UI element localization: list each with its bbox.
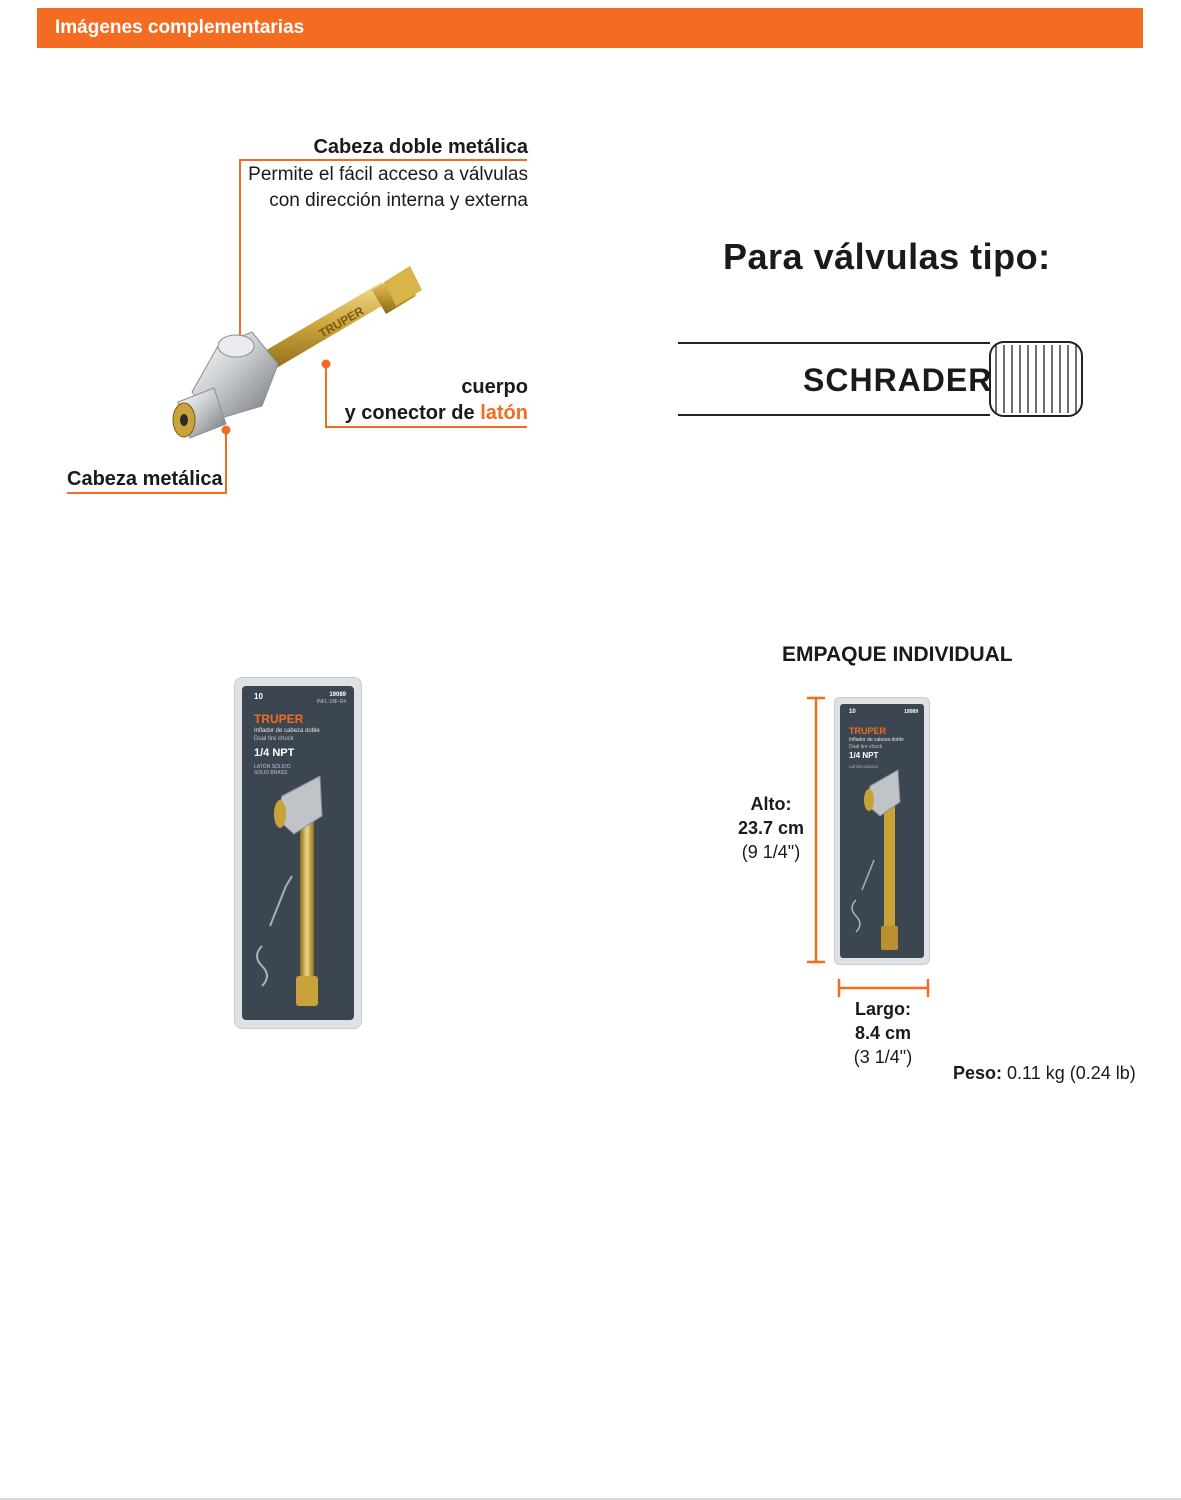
body-callout-prefix: y conector de (344, 402, 481, 424)
package-card (242, 686, 354, 1020)
body-callout-highlight: latón (480, 402, 528, 424)
weight-label: Peso: (953, 1063, 1003, 1083)
package-material: LATÓN SÓLIDO (254, 764, 291, 770)
section-title: Imágenes complementarias (55, 17, 305, 38)
package-name-en: Dual tire chuck (254, 736, 294, 742)
chrome-head (173, 332, 278, 438)
body-callout-line2 (300, 402, 528, 425)
width-cm: 8.4 cm (854, 1023, 912, 1043)
dual-head-line1: Permite el fácil acceso a válvulas (248, 164, 528, 185)
width-dimension (843, 997, 923, 1069)
package-code: 19089 (329, 692, 346, 698)
valve-heading: Para válvulas tipo: (723, 236, 1051, 277)
package-brand: TRUPER (254, 712, 304, 726)
package-name-es-small: Inflador de cabeza doble (849, 737, 904, 743)
section-header (37, 8, 1143, 48)
tube-brand-text: TRUPER (316, 303, 367, 341)
package-model: INFL-18F-D4 (316, 699, 346, 705)
weight-value: 0.11 kg (0.24 lb) (1007, 1063, 1136, 1083)
package-brand-small: TRUPER (849, 726, 887, 736)
package-tool-graphic (242, 686, 354, 1020)
package-pieces: 10 (254, 692, 263, 701)
package-pieces-small: 10 (849, 709, 856, 715)
package-code-small: 19089 (904, 709, 918, 715)
product-callout-diagram (0, 60, 1181, 520)
dual-head-title: Cabeza doble metálica (313, 136, 528, 158)
package-material-en: SOLID BRASS (254, 770, 288, 776)
package-size-small: 1/4 NPT (849, 751, 879, 760)
single-head-title: Cabeza metálica (67, 468, 223, 490)
width-inches: (3 1/4") (853, 1047, 913, 1067)
dimension-lines (800, 690, 940, 1000)
weight-info (953, 1063, 1136, 1084)
package-material-small: LATÓN SÓLIDO (849, 764, 879, 769)
height-dimension (736, 792, 806, 864)
valve-type-label: SCHRADER (803, 362, 993, 398)
package-name-en-small: Dual tire chuck (849, 744, 883, 750)
width-label: Largo: (855, 999, 911, 1019)
height-label: Alto: (750, 794, 792, 814)
package-name-es: Inflador de cabeza doble (254, 728, 320, 734)
dual-head-description (230, 162, 528, 214)
package-image-large (234, 677, 362, 1029)
height-inches: (9 1/4") (741, 842, 801, 862)
body-callout-line1: cuerpo (461, 376, 528, 398)
height-cm: 23.7 cm (737, 818, 805, 838)
package-heading: EMPAQUE INDIVIDUAL (782, 643, 1013, 666)
dual-head-line2: con dirección interna y externa (269, 190, 528, 211)
package-size: 1/4 NPT (254, 747, 295, 759)
